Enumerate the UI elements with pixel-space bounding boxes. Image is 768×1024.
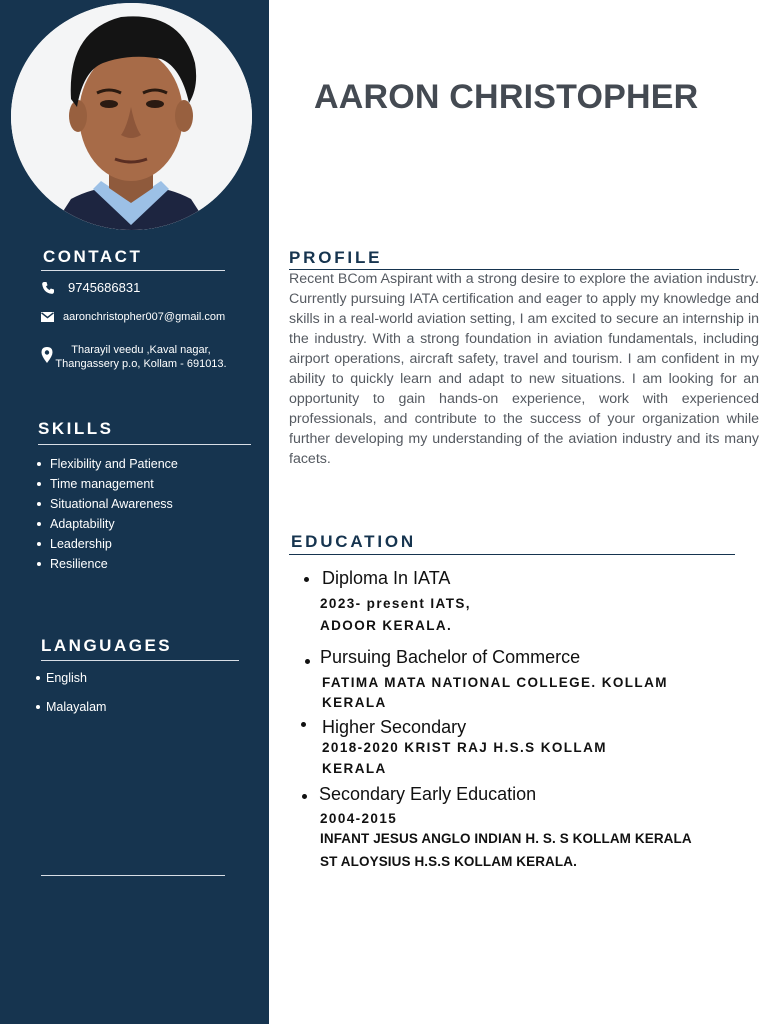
sidebar [0,0,269,1024]
languages-list [36,670,106,728]
skills-list [37,456,178,576]
address-line-1: Tharayil veedu ,Kaval nagar, [71,344,211,356]
skills-heading: SKILLS [38,419,114,438]
contact-heading: CONTACT [43,247,143,266]
education-detail: 2018-2020 KRIST RAJ H.S.S KOLLAM [322,740,607,755]
education-detail: FATIMA MATA NATIONAL COLLEGE. KOLLAM [322,675,668,690]
bullet-icon [301,722,306,727]
education-title: Higher Secondary [322,717,467,737]
contact-divider [41,270,225,271]
education-detail: 2023- present IATS, [320,596,471,611]
education-detail: KERALA [322,761,387,776]
bullet-icon [304,577,309,582]
contact-phone-row [41,280,140,295]
contact-email-row [41,311,225,323]
profile-heading: PROFILE [289,248,383,267]
languages-heading: LANGUAGES [41,636,173,655]
address [53,343,229,371]
education-detail: ST ALOYSIUS H.S.S KOLLAM KERALA. [320,854,577,869]
list-item: Situational Awareness [37,496,178,516]
phone-icon [41,281,55,295]
education-detail: 2004-2015 [320,811,398,826]
email-address: aaronchristopher007@gmail.com [63,311,226,323]
candidate-name: AARON CHRISTOPHER [314,78,699,116]
list-item: English [36,670,106,699]
skills-divider [38,444,251,445]
education-title: Pursuing Bachelor of Commerce [320,647,581,667]
sidebar-bottom-divider [41,875,225,876]
list-item: Leadership [37,536,178,556]
list-item: Flexibility and Patience [37,456,178,476]
education-detail: ADOOR KERALA. [320,618,453,633]
phone-number: 9745686831 [68,280,141,295]
profile-photo [11,3,252,230]
list-item: Time management [37,476,178,496]
envelope-icon [41,312,54,322]
education-detail: KERALA [322,695,387,710]
education-title: Secondary Early Education [319,784,537,804]
location-pin-icon [41,347,53,363]
list-item: Adaptability [37,516,178,536]
languages-divider [41,660,239,661]
education-divider [289,554,735,555]
education-detail: INFANT JESUS ANGLO INDIAN H. S. S KOLLAM KERALA [320,831,692,846]
education-title: Diploma In IATA [322,568,451,588]
bullet-icon [305,659,310,664]
list-item: Malayalam [36,699,106,728]
profile-summary: Recent BCom Aspirant with a strong desire to explore the aviation industry. Currently pursuing IATA certification and eager to apply my knowledge and skills in a real-world aviation setting, I am excited to secure an internship in the industry. With a strong foundation in aviation fundamentals, including airport operations, aircraft safety, travel and tourism. I am confident in my ability to quickly learn and adapt to new situations. I am looking for an opportunity to gain hands-on experience, work with experienced professionals, and contribute to the success of your organization while further developing my understanding of the aviation industry and its many facets. [289,271,759,467]
address-line-2: Thangassery p.o, Kollam - 691013. [55,358,227,370]
bullet-icon [302,794,307,799]
list-item: Resilience [37,556,178,576]
education-heading: EDUCATION [291,532,416,551]
